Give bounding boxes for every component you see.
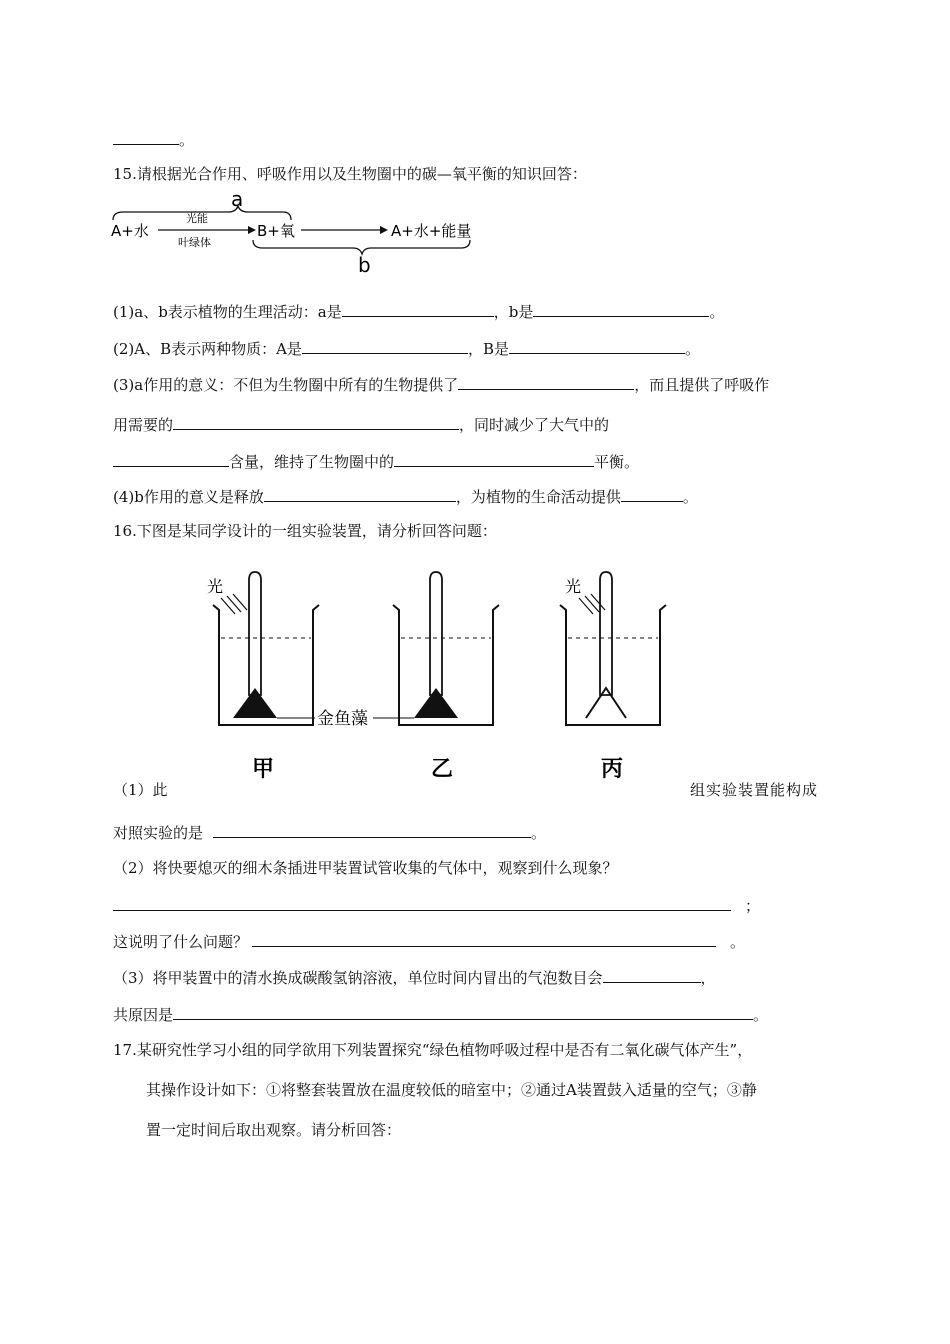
- answer-blank[interactable]: [264, 485, 456, 502]
- q17-line1: 17.某研究性学习小组的同学欲用下列装置探究“绿色植物呼吸过程中是否有二氧化碳气体产生”，: [113, 1041, 753, 1059]
- q16-part2-line3: 这说明了什么问题？ 。: [113, 930, 745, 952]
- answer-blank[interactable]: [113, 128, 179, 145]
- q15-part1: (1)a、b表示植物的生理活动：a是 ，b是 。: [113, 300, 724, 322]
- light-arrows: [579, 594, 605, 614]
- arrow-label-bottom: 叶绿体: [178, 236, 211, 249]
- answer-blank[interactable]: [533, 300, 709, 317]
- q17-line3: 置一定时间后取出观察。请分析回答：: [146, 1121, 402, 1139]
- plant-shape: [233, 688, 277, 718]
- label-b: b: [358, 253, 371, 276]
- answer-blank[interactable]: [252, 930, 716, 947]
- test-tube: [430, 572, 442, 695]
- plant-label: 金鱼藻: [317, 709, 368, 729]
- answer-blank[interactable]: [458, 373, 634, 390]
- q15-part4: (4)b作用的意义是释放 ，为植物的生命活动提供 。: [113, 485, 698, 507]
- q16-part2: （2）将快要熄灭的细木条插进甲装置试管收集的气体中，观察到什么现象？: [113, 859, 618, 877]
- test-tube: [600, 572, 612, 695]
- arrowhead-1: [248, 226, 256, 234]
- answer-blank[interactable]: [621, 485, 683, 502]
- q16-part1-right: 组实验装置能构成: [690, 781, 819, 799]
- q16-part1-left: （1）此: [113, 781, 168, 799]
- q16-part2-answer: ；: [113, 894, 760, 916]
- q14-answer-line: 。: [113, 128, 194, 150]
- q17-line2: 其操作设计如下：①将整套装置放在温度较低的暗室中；②通过A装置鼓入适量的空气；③静: [146, 1081, 757, 1099]
- q15-title: 15.请根据光合作用、呼吸作用以及生物圈中的碳—氧平衡的知识回答：: [113, 165, 587, 183]
- arrowhead-2: [380, 226, 388, 234]
- experiment-apparatus-figure: [205, 570, 685, 785]
- light-arrows: [221, 594, 247, 614]
- beaker-yi: [393, 572, 499, 782]
- beaker-bing: [560, 572, 666, 782]
- label-jia: 甲: [252, 757, 275, 782]
- answer-blank[interactable]: [113, 894, 731, 911]
- arrow-label-top: 光能: [186, 212, 208, 225]
- label-a: a: [231, 188, 244, 211]
- test-tube: [249, 572, 261, 695]
- answer-blank[interactable]: [394, 450, 594, 467]
- q16-part1-line2: 对照实验的是 。: [113, 821, 546, 843]
- answer-blank[interactable]: [173, 413, 459, 430]
- label-bing: 丙: [601, 757, 624, 782]
- diagram-middle: B+氧: [257, 222, 295, 240]
- q16-part3: （3）将甲装置中的清水换成碳酸氢钠溶液，单位时间内冒出的气泡数目会 ，: [113, 966, 716, 988]
- answer-blank[interactable]: [213, 821, 531, 838]
- brace-b: [253, 240, 470, 254]
- funnel-shape: [586, 688, 626, 718]
- q16-part3-line2: 共原因是 。: [113, 1003, 768, 1025]
- answer-blank[interactable]: [302, 337, 468, 354]
- diagram-left: A+水: [111, 222, 149, 240]
- q16-title: 16.下图是某同学设计的一组实验装置，请分析回答问题：: [113, 522, 497, 540]
- beaker-jia: [207, 572, 319, 782]
- q15-part3-line2: 用需要的 ，同时减少了大气中的: [113, 413, 609, 435]
- light-label: 光: [565, 577, 582, 596]
- q15-part3-line1: (3)a作用的意义：不但为生物圈中所有的生物提供了 ，而且提供了呼吸作: [113, 373, 769, 395]
- light-label: 光: [207, 577, 224, 596]
- answer-blank[interactable]: [342, 300, 494, 317]
- q15-part2: (2)A、B表示两种物质：A是 ，B是 。: [113, 337, 700, 359]
- answer-blank[interactable]: [603, 966, 701, 983]
- answer-blank[interactable]: [113, 450, 229, 467]
- photosynthesis-respiration-diagram: [108, 188, 488, 276]
- q15-part3-line3: 含量，维持了生物圈中的 平衡。: [113, 450, 639, 472]
- answer-blank[interactable]: [173, 1003, 753, 1020]
- diagram-right: A+水+能量: [391, 222, 472, 240]
- label-yi: 乙: [431, 757, 454, 782]
- answer-blank[interactable]: [509, 337, 685, 354]
- plant-shape: [414, 688, 458, 718]
